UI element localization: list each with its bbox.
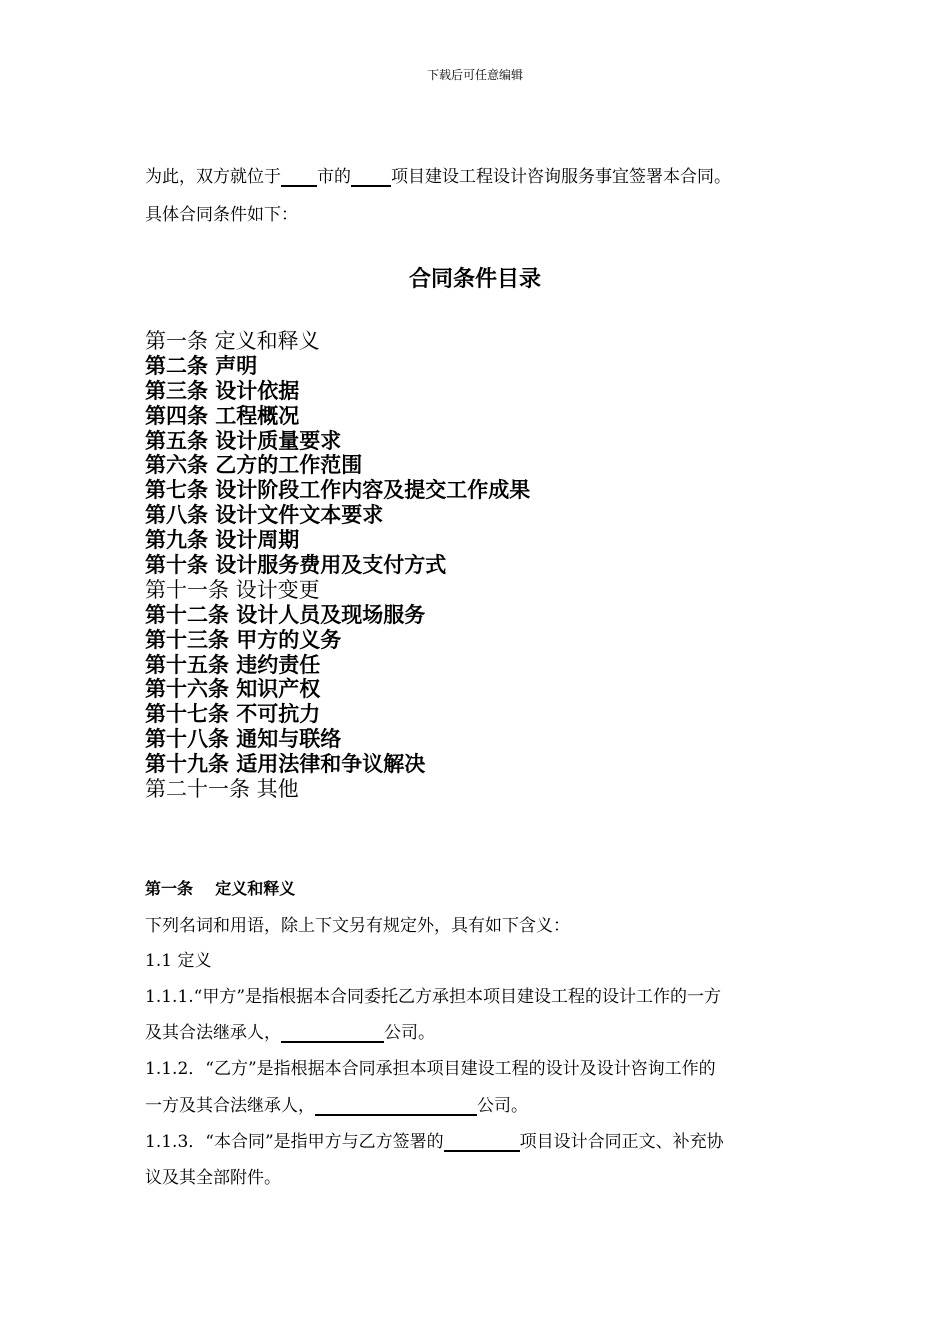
clause-1-1-1-line-2	[145, 1018, 435, 1043]
toc-item: 第九条 设计周期	[145, 528, 300, 553]
toc-item: 第十七条 不可抗力	[145, 702, 321, 727]
toc-item: 第三条 设计依据	[145, 378, 300, 403]
party-b-company-blank[interactable]	[315, 1096, 477, 1116]
project-name-blank[interactable]	[444, 1132, 520, 1152]
clause-text: 项目设计合同正文、补充协	[519, 1132, 724, 1152]
toc-item: 第十一条 设计变更	[145, 577, 320, 602]
toc-item: 第一条 定义和释义	[145, 329, 320, 353]
toc-item: 第六条 乙方的工作范围	[145, 453, 363, 478]
clause-1-1-3-line-2: 议及其全部附件。	[145, 1168, 281, 1188]
intro-text-b: 市的	[317, 167, 351, 187]
clause-1-1-2-line-2	[145, 1091, 528, 1116]
toc-item: 第二十一条 其他	[145, 777, 299, 802]
toc-item: 第二条 声明	[145, 353, 258, 378]
toc-item: 第十五条 违约责任	[145, 652, 321, 677]
article-1-title: 第一条 定义和释义	[145, 879, 296, 898]
clause-text: 一方及其合法继承人，	[145, 1096, 315, 1116]
intro-line-2: 具体合同条件如下：	[145, 205, 298, 225]
toc-list	[145, 329, 530, 802]
page-header: 下载后可任意编辑	[426, 68, 523, 82]
clause-1-1-1-line-1: 1.1.1.“甲方”是指根据本合同委托乙方承担本项目建设工程的设计工作的一方	[145, 987, 722, 1007]
clause-text: 1.1.3．“本合同”是指甲方与乙方签署的	[145, 1132, 444, 1152]
toc-item: 第十六条 知识产权	[145, 677, 321, 702]
toc-item: 第七条 设计阶段工作内容及提交工作成果	[145, 478, 531, 503]
toc-item: 第五条 设计质量要求	[145, 428, 342, 453]
city-blank[interactable]	[281, 167, 317, 187]
project-blank[interactable]	[351, 167, 391, 187]
article-1-intro: 下列名词和用语，除上下文另有规定外，具有如下含义：	[145, 916, 570, 936]
definition-heading: 1.1 定义	[145, 951, 212, 971]
toc-item: 第十二条 设计人员及现场服务	[145, 602, 426, 627]
toc-item: 第四条 工程概况	[145, 403, 300, 428]
intro-text-a: 为此，双方就位于	[145, 167, 281, 187]
intro-text-c: 项目建设工程设计咨询服务事宜签署本合同。	[391, 167, 731, 187]
clause-text: 公司。	[477, 1096, 528, 1116]
clause-text: 及其合法继承人，	[145, 1023, 281, 1043]
party-a-company-blank[interactable]	[281, 1023, 384, 1043]
toc-item: 第十条 设计服务费用及支付方式	[145, 553, 447, 578]
intro-line-1	[145, 162, 731, 187]
clause-text: 公司。	[384, 1023, 435, 1043]
toc-title: 合同条件目录	[408, 267, 541, 292]
toc-item: 第十九条 适用法律和争议解决	[145, 752, 426, 777]
clause-1-1-3-line-1	[145, 1127, 724, 1152]
toc-item: 第十三条 甲方的义务	[145, 627, 342, 652]
toc-item: 第八条 设计文件文本要求	[145, 503, 384, 528]
clause-1-1-2-line-1: 1.1.2．“乙方”是指根据本合同承担本项目建设工程的设计及设计咨询工作的	[145, 1059, 716, 1079]
toc-item: 第十八条 通知与联络	[145, 727, 342, 752]
